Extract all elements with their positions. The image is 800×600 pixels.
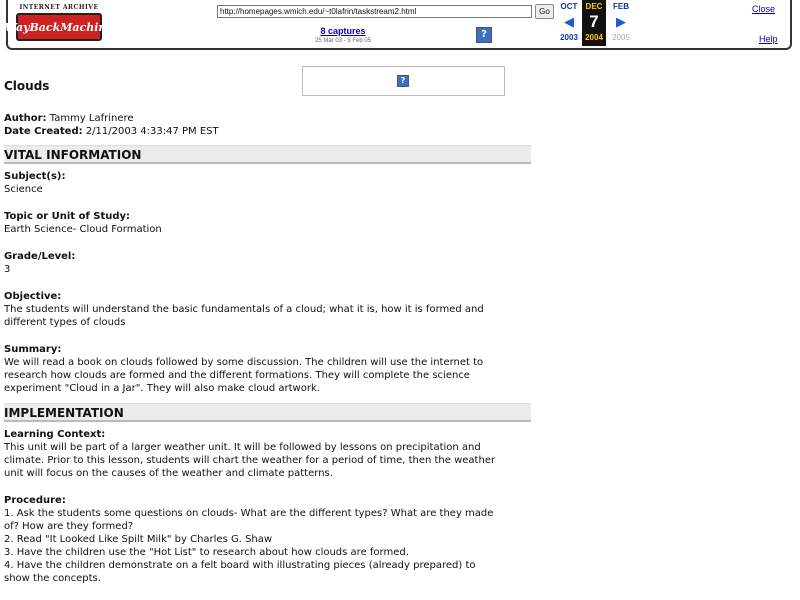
current-year: 2004 [585,33,603,42]
calendar-next[interactable] [608,0,634,46]
procedure-step: 4. Have the children demonstrate on a felt board with illustrating pieces (already prepared) to show the concepts. [4,560,476,584]
procedure-step: 1. Ask the students some questions on clouds- What are the different types? What are they made of? How are they formed? [4,508,494,532]
help-link[interactable]: Help [759,34,778,44]
author-label: Author: [4,113,47,124]
summary-field [4,343,504,395]
procedure-label: Procedure: [4,495,66,506]
wayback-logo-main: WayBackMachine [16,13,102,41]
procedure-field [4,494,504,585]
subject-value: Science [4,184,43,195]
next-year: 2005 [612,33,630,42]
date-row [4,125,504,138]
date-label: Date Created: [4,126,83,137]
prev-month[interactable]: OCT [560,2,578,11]
subject-label: Subject(s): [4,171,66,182]
prev-arrow-icon[interactable]: ◀ [564,14,574,29]
context-label: Learning Context: [4,429,106,440]
procedure-step: 2. Read "It Looked Like Spilt Milk" by Charles G. Shaw [4,534,273,545]
next-month[interactable]: FEB [613,2,629,11]
author-row [4,112,504,125]
objective-value: The students will understand the basic fundamentals of a cloud; what it is, how it is formed and different types of clouds [4,304,484,328]
url-input[interactable]: http://homepages.wmich.edu/~t0lafrin/taskstream2.html [217,5,532,18]
context-field [4,428,504,480]
calendar-current [582,0,606,46]
captures-link[interactable]: 8 captures [320,26,366,36]
captures-range: 25 Mar 03 - 9 Feb 05 [314,38,372,44]
captures-info [300,26,386,44]
subject-field [4,170,504,196]
grade-field [4,250,504,276]
objective-label: Objective: [4,291,62,302]
current-month: DEC [585,2,603,11]
topic-label: Topic or Unit of Study: [4,211,131,222]
summary-label: Summary: [4,344,62,355]
calendar-prev[interactable] [556,0,582,46]
wayback-logo-top: INTERNET ARCHIVE [19,4,99,11]
page-title: Clouds [4,79,50,93]
grade-label: Grade/Level: [4,251,76,262]
current-day: 7 [589,12,599,31]
topic-value: Earth Science- Cloud Formation [4,224,162,235]
help-icon[interactable]: ? [476,27,492,43]
close-link[interactable]: Close [752,4,776,14]
prev-year[interactable]: 2003 [560,33,578,42]
next-arrow-icon[interactable]: ▶ [616,14,626,29]
procedure-step: 3. Have the children use the "Hot List" to research about how clouds are formed. [4,547,409,558]
context-value: This unit will be part of a larger weather unit. It will be followed by lessons on precipitation and climate. Prior to this lesson, students will chart the weather for a period of time, then the weather unit will focus on the causes of the weather and climate patterns. [4,442,496,479]
author-value: Tammy Lafrinere [49,113,134,124]
implementation-header: IMPLEMENTATION [4,403,531,422]
lesson-content [4,80,504,585]
go-button[interactable]: Go [535,4,554,19]
topic-field [4,210,504,236]
broken-image-icon: ? [397,75,409,87]
summary-value: We will read a book on clouds followed by some discussion. The children will use the internet to research how clouds are formed and the different formations. They will complete the science experiment "Cloud in a Jar". They will also make cloud artwork. [4,357,484,394]
date-value: 2/11/2003 4:33:47 PM EST [85,126,219,137]
objective-field [4,290,504,329]
wayback-logo[interactable] [4,4,114,44]
vital-information-header: VITAL INFORMATION [4,145,531,164]
wayback-toolbar [0,0,800,52]
grade-value: 3 [4,264,11,275]
